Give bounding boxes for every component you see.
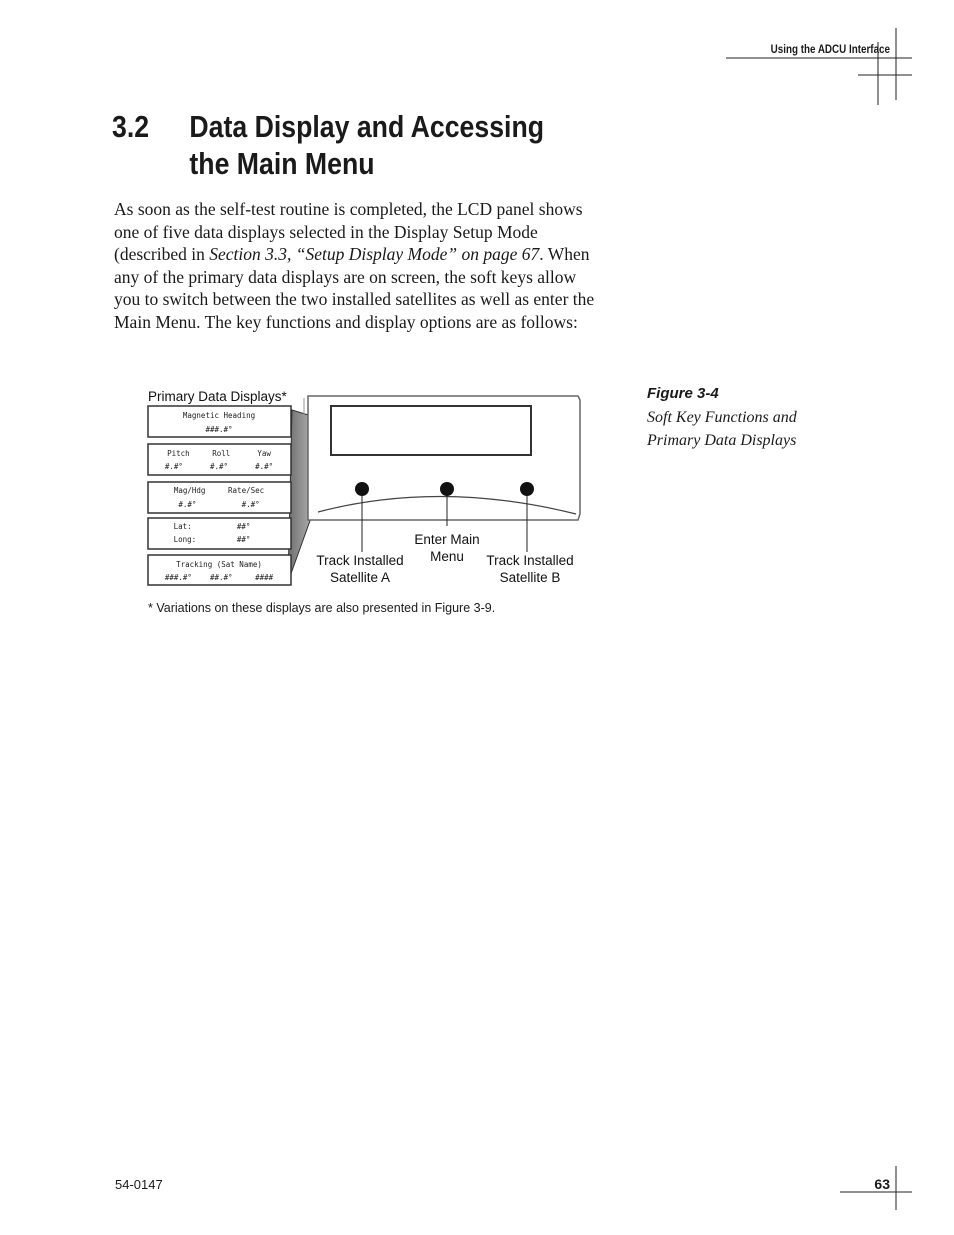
display-3-line-1: Mag/Hdg Rate/Sec [173, 486, 265, 495]
heading-line-1: Data Display and Accessing [189, 109, 545, 144]
document-number: 54-0147 [115, 1177, 163, 1192]
display-5-line-1: Tracking (Sat Name) [176, 560, 262, 569]
key-label-right-line-2: Satellite B [499, 570, 561, 585]
figure-footnote: * Variations on these displays are also presented in Figure 3-9. [148, 601, 496, 615]
key-label-center-line-1: Enter Main [414, 532, 480, 547]
section-number: 3.2 [112, 109, 150, 144]
displays-title: Primary Data Displays* [148, 389, 287, 404]
section-heading [112, 108, 544, 182]
body-paragraph [114, 198, 599, 334]
page-number: 63 [874, 1176, 890, 1192]
key-label-left-line-2: Satellite A [329, 570, 391, 585]
body-text-1: As soon as the self-test routine is completed, the LCD panel shows one of five data displays selected in the Display Setup Mode (described in [114, 199, 583, 265]
lcd-window [331, 406, 531, 455]
display-1-line-1: Magnetic Heading [182, 411, 256, 420]
display-2-line-2: #.#° #.#° #.#° [164, 462, 274, 471]
soft-key-center [440, 482, 454, 496]
display-4-line-1: Lat: ##° [173, 522, 251, 531]
heading-line-2: the Main Menu [189, 146, 375, 181]
figure-caption [647, 406, 857, 452]
display-1-line-2: ###.#° [205, 425, 233, 434]
display-5-line-2: ###.#° ##.#° #### [164, 573, 274, 582]
figure-label: Figure 3-4 [647, 385, 719, 402]
key-label-right [470, 552, 590, 586]
cross-reference-link[interactable]: Section 3.3, “Setup Display Mode” on page 67 [209, 244, 540, 265]
soft-key-right [520, 482, 534, 496]
key-label-left-line-1: Track Installed [316, 553, 404, 568]
running-header: Using the ADCU Interface [770, 42, 890, 56]
figure-caption-line-1: Soft Key Functions and [647, 409, 797, 426]
display-2-line-1: Pitch Roll Yaw [167, 449, 271, 458]
soft-key-left [355, 482, 369, 496]
display-4-line-2: Long: ##° [173, 535, 251, 544]
display-3-line-2: #.#° #.#° [178, 500, 260, 509]
key-label-right-line-1: Track Installed [486, 553, 574, 568]
figure-caption-line-2: Primary Data Displays [647, 432, 797, 449]
key-label-center-line-2: Menu [430, 549, 464, 564]
body-text-2: . When any of the primary data displays are on screen, the soft keys allow you to switch between the two installed satellites as well as enter the Main Menu. The key functions and display options are as follows: [114, 244, 595, 332]
